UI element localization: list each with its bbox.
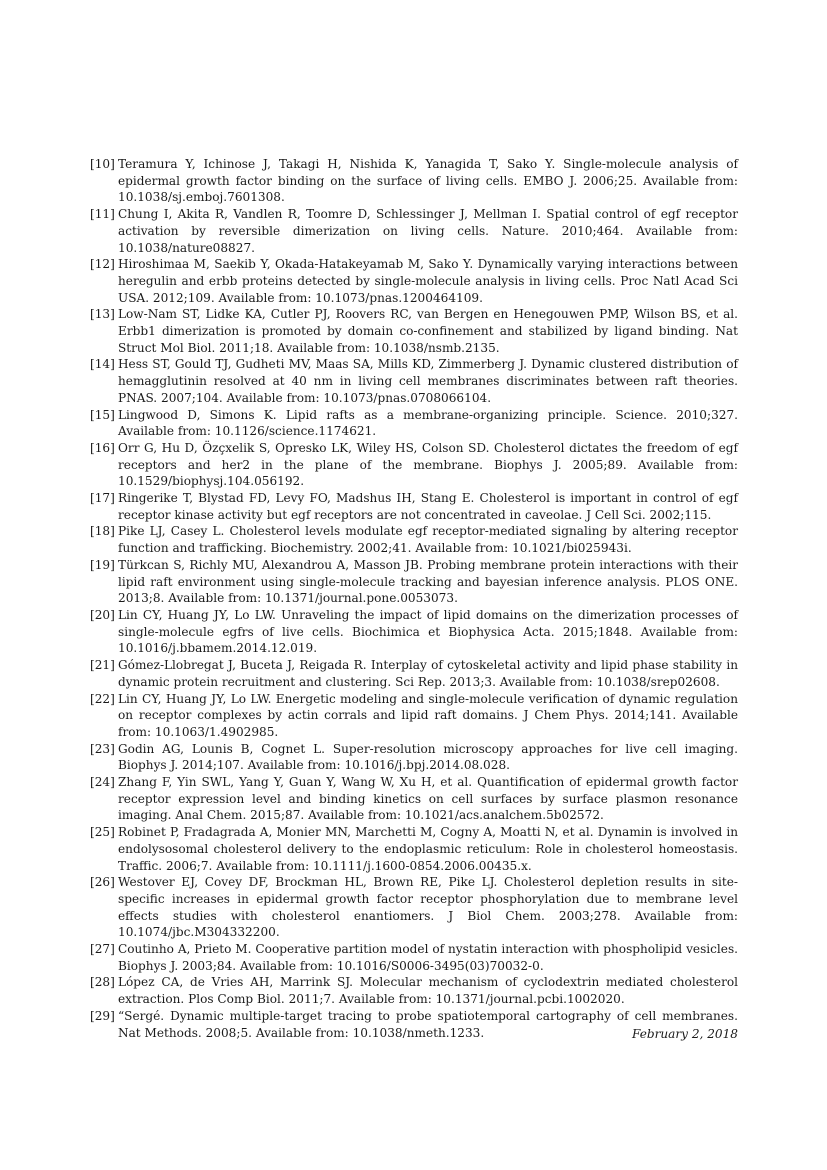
reference-item (90, 774, 738, 824)
reference-text: Lin CY, Huang JY, Lo LW. Unraveling the impact of lipid domains on the dimerization processes of single-molecule egfrs of live cells. Biochimica et Biophysica Acta. 2015;1848. Available from: 10.1016/j.bbamem.2014.12.019. (118, 607, 738, 656)
reference-number: [13] (90, 307, 115, 322)
reference-item (90, 523, 738, 556)
reference-text: Orr G, Hu D, Özçxelik S, Opresko LK, Wiley HS, Colson SD. Cholesterol dictates the freedom of egf receptors and her2 in the plane of the membrane. Biophys J. 2005;89. Available from: 10.1529/biophysj.104.056192. (118, 440, 738, 489)
reference-text: “Sergé. Dynamic multiple-target tracing to probe spatiotemporal cartography of cell membranes. Nat Methods. 2008;5. Available from: 10.1038/nmeth.1233. (118, 1008, 738, 1040)
reference-item (90, 206, 738, 256)
reference-text: Hiroshimaa M, Saekib Y, Okada-Hatakeyamab M, Sako Y. Dynamically varying interactions between heregulin and erbb proteins detected by single-molecule analysis in living cells. Proc Natl Acad Sci USA. 2012;109. Available from: 10.1073/pnas.1200464109. (118, 257, 738, 305)
reference-item (90, 874, 738, 941)
reference-number: [12] (90, 257, 115, 272)
reference-text: Pike LJ, Casey L. Cholesterol levels modulate egf receptor-mediated signaling by altering receptor function and trafficking. Biochemistry. 2002;41. Available from: 10.1021/bi025943i. (118, 524, 738, 556)
reference-item (90, 691, 738, 741)
reference-number: [27] (90, 942, 115, 957)
reference-number: [29] (90, 1008, 115, 1023)
reference-text: Ringerike T, Blystad FD, Levy FO, Madshus IH, Stang E. Cholesterol is important in control of egf receptor kinase activity but egf receptors are not concentrated in caveolae. J Cell Sci. 2002;115. (118, 491, 738, 522)
reference-number: [11] (90, 207, 115, 222)
reference-item (90, 156, 738, 206)
reference-number: [15] (90, 407, 115, 422)
reference-item (90, 490, 738, 523)
reference-text: Lin CY, Huang JY, Lo LW. Energetic modeling and single-molecule verification of dynamic regulation on receptor complexes by actin corrals and lipid raft domains. J Chem Phys. 2014;141. Available from: 10.1063/1.4902985. (118, 691, 738, 739)
reference-item (90, 356, 738, 406)
reference-text: Coutinho A, Prieto M. Cooperative partition model of nystatin interaction with phospholipid vesicles. Biophys J. 2003;84. Available from: 10.1016/S0006-3495(03)70032-0. (118, 942, 738, 973)
reference-text: Robinet P, Fradagrada A, Monier MN, Marchetti M, Cogny A, Moatti N, et al. Dynamin is involved in endolysosomal cholesterol delivery to the endoplasmic reticulum: Role in cholesterol homeostasis. Traffic. 2006;7. Available from: 10.1111/j.1600-0854.2006.00435.x. (118, 825, 738, 873)
reference-item (90, 941, 738, 974)
reference-item (90, 407, 738, 440)
reference-number: [14] (90, 357, 115, 372)
reference-text: Hess ST, Gould TJ, Gudheti MV, Maas SA, Mills KD, Zimmerberg J. Dynamic clustered distribution of hemagglutinin resolved at 40 nm in living cell membranes discriminates between raft theories. PNAS. 2007;104. Available from: 10.1073/pnas.0708066104. (118, 357, 738, 405)
reference-item (90, 557, 738, 607)
reference-item (90, 440, 738, 490)
reference-text: Gómez-Llobregat J, Buceta J, Reigada R. Interplay of cytoskeletal activity and lipid phase stability in dynamic protein recruitment and clustering. Sci Rep. 2013;3. Available from: 10.1038/srep02608. (118, 658, 738, 689)
reference-text: Low-Nam ST, Lidke KA, Cutler PJ, Roovers RC, van Bergen en Henegouwen PMP, Wilson BS, et al. Erbb1 dimerization is promoted by domain co-confinement and stabilized by ligand binding. Nat Struct Mol Biol. 2011;18. Available from: 10.1038/nsmb.2135. (118, 307, 738, 355)
reference-text: Lingwood D, Simons K. Lipid rafts as a membrane-organizing principle. Science. 2010;327. Available from: 10.1126/science.1174621. (118, 407, 738, 439)
reference-item (90, 607, 738, 657)
reference-text: Chung I, Akita R, Vandlen R, Toomre D, Schlessinger J, Mellman I. Spatial control of egf receptor activation by reversible dimerization on living cells. Nature. 2010;464. Available from: 10.1038/nature08827. (118, 207, 738, 255)
reference-text: Türkcan S, Richly MU, Alexandrou A, Masson JB. Probing membrane protein interactions with their lipid raft environment using single-molecule tracking and bayesian inference analysis. PLOS ONE. 2013;8. Available from: 10.1371/journal.pone.0053073. (118, 557, 738, 606)
reference-text: López CA, de Vries AH, Marrink SJ. Molecular mechanism of cyclodextrin mediated cholesterol extraction. Plos Comp Biol. 2011;7. Available from: 10.1371/journal.pcbi.1002020. (118, 975, 738, 1007)
reference-number: [21] (90, 658, 115, 673)
reference-number: [20] (90, 607, 115, 622)
reference-number: [23] (90, 741, 115, 756)
reference-number: [16] (90, 440, 115, 455)
reference-item (90, 256, 738, 306)
reference-number: [18] (90, 524, 115, 539)
reference-number: [24] (90, 775, 115, 790)
reference-number: [28] (90, 975, 115, 990)
reference-item (90, 974, 738, 1007)
reference-number: [10] (90, 157, 115, 171)
reference-text: Godin AG, Lounis B, Cognet L. Super-resolution microscopy approaches for live cell imaging. Biophys J. 2014;107. Available from: 10.1016/j.bpj.2014.08.028. (118, 741, 738, 773)
reference-text: Zhang F, Yin SWL, Yang Y, Guan Y, Wang W, Xu H, et al. Quantification of epidermal growth factor receptor expression level and binding kinetics on cell surfaces by surface plasmon resonance imaging. Anal Chem. 2015;87. Available from: 10.1021/acs.analchem.5b02572. (118, 775, 738, 823)
reference-list (90, 156, 738, 1041)
reference-number: [19] (90, 557, 115, 572)
reference-item (90, 306, 738, 356)
reference-number: [26] (90, 875, 115, 890)
reference-number: [17] (90, 491, 115, 506)
reference-text: Westover EJ, Covey DF, Brockman HL, Brown RE, Pike LJ. Cholesterol depletion results in site-specific increases in epidermal growth factor receptor phosphorylation due to membrane level effects studies with cholesterol enantiomers. J Biol Chem. 2003;278. Available from: 10.1074/jbc.M304332200. (118, 875, 738, 940)
footer-date: February 2, 2018 (631, 1027, 738, 1041)
reference-item (90, 824, 738, 874)
reference-item (90, 657, 738, 690)
reference-text: Teramura Y, Ichinose J, Takagi H, Nishida K, Yanagida T, Sako Y. Single-molecule analysis of epidermal growth factor binding on the surface of living cells. EMBO J. 2006;25. Available from: 10.1038/sj.emboj.7601308. (118, 157, 738, 205)
reference-number: [22] (90, 691, 115, 706)
reference-item (90, 741, 738, 774)
reference-number: [25] (90, 825, 115, 840)
